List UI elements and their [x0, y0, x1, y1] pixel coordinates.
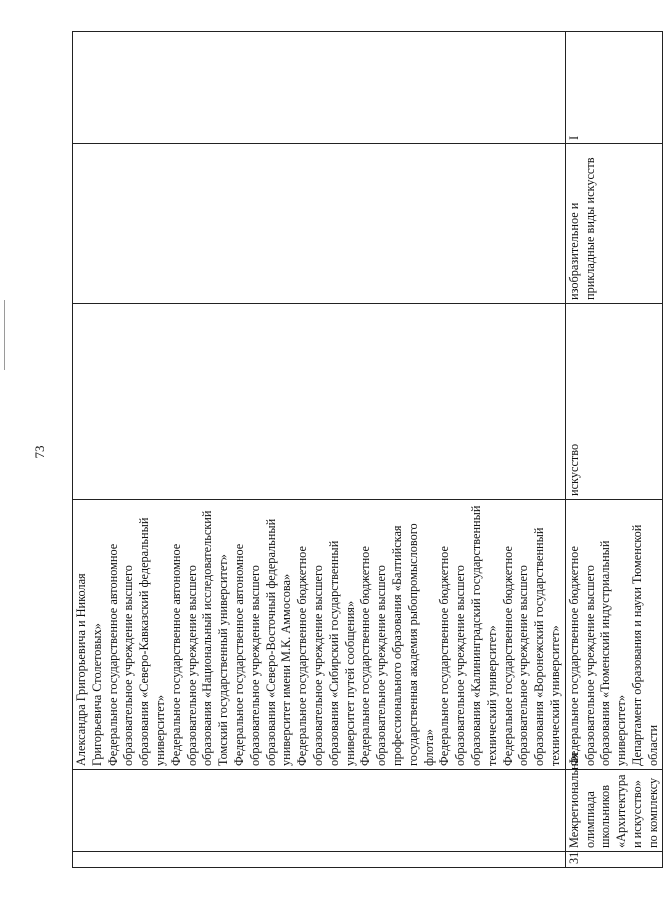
cell-profile [73, 144, 566, 304]
organization-entry: Федеральное государственное автономное образовательное учреждение высшего образования «Национальный исследовательский Томский государственный университет» [168, 510, 231, 766]
table-row-continued [73, 32, 566, 868]
cell-subject [73, 304, 566, 500]
table-row-31 [565, 32, 663, 868]
level-cell: I [565, 32, 663, 144]
olympiad-table [72, 31, 663, 868]
organization-entry: Федеральное государственное бюджетное образовательное учреждение высшего образования «Воронежский государственный технический университет» [500, 527, 562, 766]
rotated-table-sheet [72, 32, 660, 868]
organization-entry: Департамент образования и науки Тюменской области [629, 524, 660, 766]
organization-entry: Федеральное государственное автономное образовательное учреждение высшего образования «Северо-Восточный федеральный университет имени М.К. Аммосова» [231, 518, 294, 766]
profile-cell: изобразительное и прикладные виды искусств [565, 144, 663, 304]
cell-number [73, 852, 566, 868]
organization-entry: Федеральное государственное автономное образовательное учреждение высшего образования «Северо-Кавказский федеральный университет» [105, 517, 167, 766]
organization-entry: Федеральное государственное бюджетное образовательное учреждение высшего образования «Калининградский государственный технический университет» [437, 505, 499, 766]
organization-entry: Федеральное государственное бюджетное образовательное учреждение высшего образования «Тюменский индустриальный университет» [566, 540, 629, 766]
page-number: 73 [32, 445, 47, 459]
organizations-cell [565, 500, 663, 770]
cell-organizations [73, 500, 566, 770]
cell-olympiad [73, 770, 566, 852]
margin-mark [4, 300, 5, 370]
organization-entry: Федеральное государственное бюджетное образовательное учреждение высшего образования «Сибирский государственный университет путей сообщения» [295, 540, 357, 766]
organization-entry: Федеральное государственное бюджетное образовательное учреждение высшего профессионального образования «Балтийская государственная академия рыбопромыслового флота» [358, 523, 436, 766]
row-number: 31 [565, 852, 663, 868]
cell-level [73, 32, 566, 144]
organization-entry: Александра Григорьевича и Николая Григорьевича Столетовых» [74, 573, 104, 766]
olympiad-name: Межрегиональная олимпиада школьников «Архитектура и искусство» по комплексу [565, 770, 663, 852]
subject-cell: искусство [565, 304, 663, 500]
